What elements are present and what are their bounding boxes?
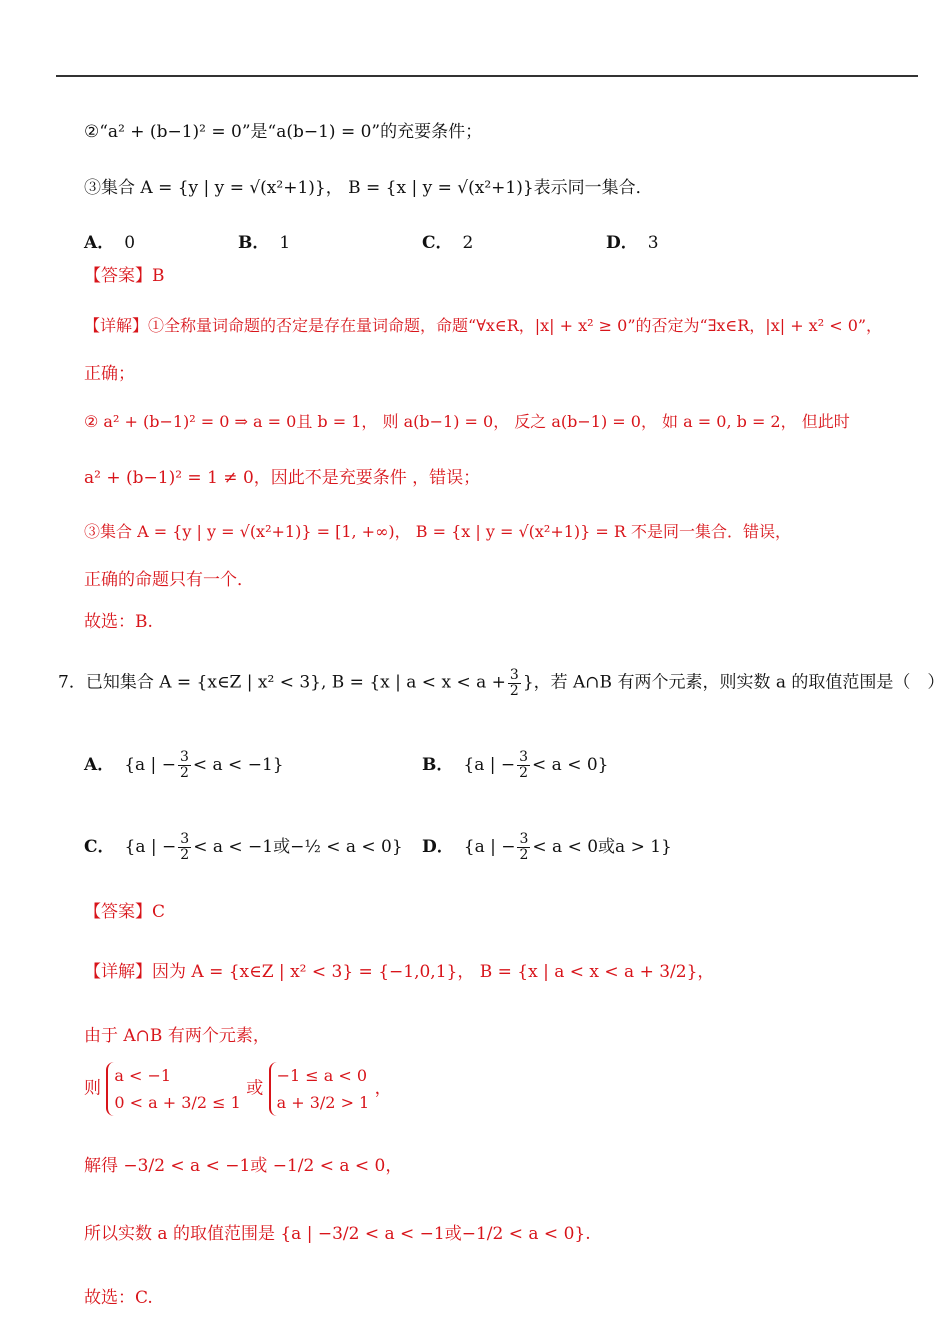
prev-option-d: D． 3 <box>606 233 659 253</box>
prev-option-c: C． 2 <box>422 233 474 253</box>
prev-detail-3: ③集合 A = {y | y = √(x²+1)} = [1, +∞)， B = {x | y = √(x²+1)} = R 不是同一集合．错误， <box>84 522 792 541</box>
question-7-stem: 7．已知集合 A = {x∈Z | x² < 3}, B = {x | a < x < a + $\frac{3}{2}$ }，若 A∩B 有两个元素，则实数 a 的取值范围是（ ） <box>58 667 945 699</box>
prev-detail-3b: 正确的命题只有一个． <box>84 570 254 590</box>
prev-detail-1b: 正确； <box>84 364 135 384</box>
q7-option-d: D． {a | − $\frac{3}{2}$ < a < 0或a > 1} <box>422 831 672 863</box>
q7-range: 所以实数 a 的取值范围是 {a | −3/2 < a < −1或−1/2 < a < 0}. <box>84 1224 591 1244</box>
q7-systems: 则 a < −1 0 < a + 3/2 ≤ 1 或 −1 ≤ a < 0 a + 3/2 > 1 ， <box>84 1062 392 1116</box>
q7-solve: 解得 −3/2 < a < −1或 −1/2 < a < 0， <box>84 1156 403 1176</box>
header-rule <box>56 75 918 77</box>
system-2: −1 ≤ a < 0 a + 3/2 > 1 <box>269 1062 370 1116</box>
prev-option-a: A． 0 <box>84 233 136 253</box>
prev-detail-2b: a² + (b−1)² = 1 ≠ 0，因此不是充要条件 ，错误； <box>84 468 481 488</box>
prev-detail-1: 【详解】①全称量词命题的否定是存在量词命题，命题“∀x∈R，|x| + x² ≥ 0”的否定为“∃x∈R，|x| + x² < 0”， <box>84 316 883 335</box>
statement-3: ③集合 A = {y | y = √(x²+1)}， B = {x | y = √(x²+1)}表示同一集合． <box>84 178 653 198</box>
q7-detail-1: 【详解】因为 A = {x∈Z | x² < 3} = {−1,0,1}， B = {x | a < x < a + 3/2}， <box>84 962 715 982</box>
q7-conclusion: 故选：C. <box>84 1288 153 1308</box>
q7-answer: 【答案】C <box>84 902 166 922</box>
prev-answer: 【答案】B <box>84 266 165 286</box>
system-1: a < −1 0 < a + 3/2 ≤ 1 <box>106 1062 240 1116</box>
prev-detail-2: ② a² + (b−1)² = 0 ⇒ a = 0且 b = 1， 则 a(b−1) = 0， 反之 a(b−1) = 0， 如 a = 0, b = 2， 但此时 <box>84 412 850 431</box>
q7-option-c: C． {a | − $\frac{3}{2}$ < a < −1或−½ < a < 0} <box>84 831 403 863</box>
q7-option-a: A． {a | − $\frac{3}{2}$ < a < −1} <box>84 749 284 781</box>
prev-option-b: B． 1 <box>238 233 291 253</box>
prev-conclusion: 故选：B. <box>84 612 153 632</box>
q7-option-b: B． {a | − $\frac{3}{2}$ < a < 0} <box>422 749 609 781</box>
q7-detail-2: 由于 A∩B 有两个元素， <box>84 1026 270 1046</box>
statement-2: ②“a² + (b−1)² = 0”是“a(b−1) = 0”的充要条件； <box>84 122 483 142</box>
